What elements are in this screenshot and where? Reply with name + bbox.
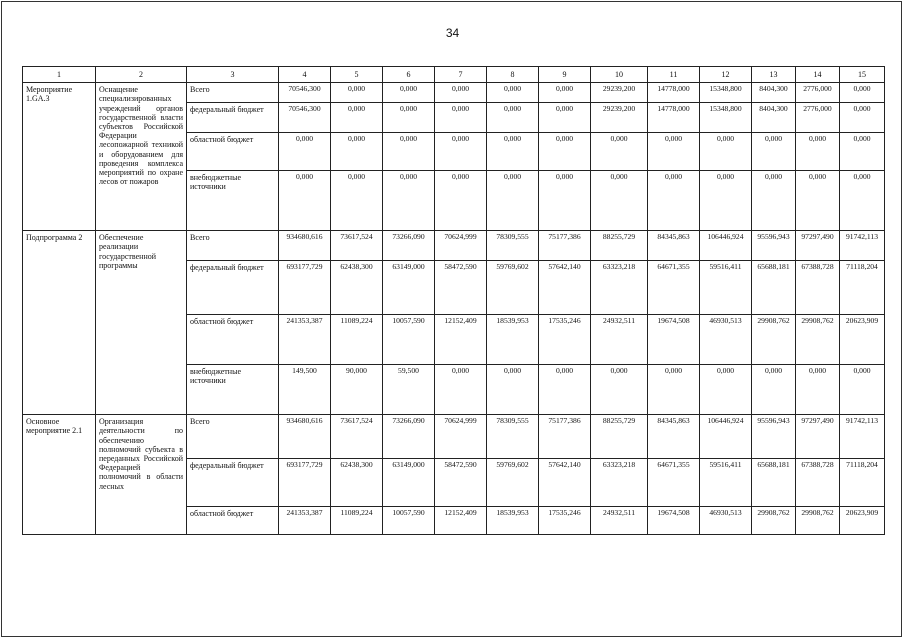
amount-cell: 0,000: [539, 83, 591, 103]
amount-cell: 0,000: [331, 133, 383, 171]
amount-cell: 0,000: [435, 83, 487, 103]
amount-cell: 46930,513: [700, 507, 752, 535]
amount-cell: 17535,246: [539, 507, 591, 535]
amount-cell: 2776,000: [796, 103, 840, 133]
amount-cell: 0,000: [383, 103, 435, 133]
amount-cell: 934680,616: [279, 415, 331, 459]
amount-cell: 17535,246: [539, 315, 591, 365]
amount-cell: 18539,953: [487, 507, 539, 535]
header-cell: 4: [279, 67, 331, 83]
amount-cell: 0,000: [279, 133, 331, 171]
amount-cell: 29239,200: [591, 103, 648, 133]
amount-cell: 0,000: [700, 365, 752, 415]
amount-cell: 24932,511: [591, 315, 648, 365]
header-cell: 6: [383, 67, 435, 83]
amount-cell: 0,000: [752, 133, 796, 171]
amount-cell: 62438,300: [331, 261, 383, 315]
amount-cell: 19674,508: [648, 315, 700, 365]
program-description-cell: Оснащение специализированных учреждений органов государственной власти субъектов Российской Федерации лесопожарной техникой и оборудованием для проведения комплекса мероприятий по охране лесов от пожаров: [96, 83, 187, 231]
funding-source-cell: федеральный бюджет: [187, 261, 279, 315]
amount-cell: 84345,863: [648, 231, 700, 261]
amount-cell: 75177,386: [539, 415, 591, 459]
amount-cell: 0,000: [539, 365, 591, 415]
amount-cell: 0,000: [487, 365, 539, 415]
amount-cell: 0,000: [539, 171, 591, 231]
amount-cell: 0,000: [796, 171, 840, 231]
amount-cell: 58472,590: [435, 261, 487, 315]
funding-source-cell: внебюджетные источники: [187, 365, 279, 415]
amount-cell: 0,000: [700, 171, 752, 231]
amount-cell: 0,000: [383, 133, 435, 171]
amount-cell: 63149,000: [383, 459, 435, 507]
amount-cell: 106446,924: [700, 231, 752, 261]
amount-cell: 71118,204: [840, 459, 885, 507]
amount-cell: 78309,555: [487, 231, 539, 261]
table-row: [23, 415, 885, 459]
amount-cell: 63323,218: [591, 261, 648, 315]
amount-cell: 0,000: [383, 83, 435, 103]
amount-cell: 0,000: [840, 365, 885, 415]
amount-cell: 84345,863: [648, 415, 700, 459]
amount-cell: 0,000: [279, 171, 331, 231]
amount-cell: 59516,411: [700, 261, 752, 315]
amount-cell: 0,000: [487, 83, 539, 103]
program-item-cell: Основное мероприятие 2.1: [23, 415, 96, 535]
program-description-cell: Обеспечение реализации государственной программы: [96, 231, 187, 415]
amount-cell: 0,000: [435, 365, 487, 415]
amount-cell: 64671,355: [648, 261, 700, 315]
amount-cell: 20623,909: [840, 315, 885, 365]
amount-cell: 97297,490: [796, 231, 840, 261]
amount-cell: 46930,513: [700, 315, 752, 365]
header-cell: 12: [700, 67, 752, 83]
amount-cell: 57642,140: [539, 459, 591, 507]
amount-cell: 11089,224: [331, 315, 383, 365]
amount-cell: 2776,000: [796, 83, 840, 103]
funding-source-cell: Всего: [187, 83, 279, 103]
header-cell: 5: [331, 67, 383, 83]
amount-cell: 0,000: [435, 133, 487, 171]
amount-cell: 78309,555: [487, 415, 539, 459]
header-cell: 14: [796, 67, 840, 83]
amount-cell: 12152,409: [435, 315, 487, 365]
amount-cell: 0,000: [435, 171, 487, 231]
funding-source-cell: федеральный бюджет: [187, 459, 279, 507]
amount-cell: 95596,943: [752, 415, 796, 459]
program-item-cell: Мероприятие 1.GA.3: [23, 83, 96, 231]
amount-cell: 64671,355: [648, 459, 700, 507]
funding-source-cell: федеральный бюджет: [187, 103, 279, 133]
header-cell: 8: [487, 67, 539, 83]
amount-cell: 14778,000: [648, 83, 700, 103]
amount-cell: 0,000: [331, 171, 383, 231]
amount-cell: 0,000: [840, 133, 885, 171]
header-cell: 15: [840, 67, 885, 83]
amount-cell: 0,000: [700, 133, 752, 171]
amount-cell: 70546,300: [279, 83, 331, 103]
amount-cell: 73617,524: [331, 231, 383, 261]
funding-source-cell: Всего: [187, 415, 279, 459]
amount-cell: 19674,508: [648, 507, 700, 535]
amount-cell: 0,000: [435, 103, 487, 133]
funding-source-cell: областной бюджет: [187, 315, 279, 365]
amount-cell: 0,000: [539, 133, 591, 171]
amount-cell: 0,000: [840, 103, 885, 133]
amount-cell: 63323,218: [591, 459, 648, 507]
amount-cell: 29908,762: [796, 507, 840, 535]
header-cell: 9: [539, 67, 591, 83]
amount-cell: 10057,590: [383, 507, 435, 535]
amount-cell: 241353,387: [279, 315, 331, 365]
amount-cell: 0,000: [539, 103, 591, 133]
amount-cell: 8404,300: [752, 103, 796, 133]
amount-cell: 693177,729: [279, 261, 331, 315]
table-row: [23, 231, 885, 261]
funding-source-cell: областной бюджет: [187, 507, 279, 535]
amount-cell: 11089,224: [331, 507, 383, 535]
amount-cell: 24932,511: [591, 507, 648, 535]
amount-cell: 0,000: [840, 171, 885, 231]
header-row: [23, 67, 885, 83]
amount-cell: 0,000: [840, 83, 885, 103]
program-description-cell: Организация деятельности по обеспечению полномочий субъекта в переданных Российской Федерацией полномочий в области лесных: [96, 415, 187, 535]
amount-cell: 0,000: [648, 365, 700, 415]
table-row: [23, 83, 885, 103]
amount-cell: 29239,200: [591, 83, 648, 103]
amount-cell: 15348,800: [700, 83, 752, 103]
amount-cell: 149,500: [279, 365, 331, 415]
amount-cell: 29908,762: [796, 315, 840, 365]
amount-cell: 241353,387: [279, 507, 331, 535]
amount-cell: 59769,602: [487, 459, 539, 507]
amount-cell: 58472,590: [435, 459, 487, 507]
amount-cell: 65688,181: [752, 459, 796, 507]
amount-cell: 90,000: [331, 365, 383, 415]
amount-cell: 88255,729: [591, 231, 648, 261]
amount-cell: 0,000: [796, 133, 840, 171]
amount-cell: 20623,909: [840, 507, 885, 535]
budget-table: [22, 66, 885, 535]
amount-cell: 15348,800: [700, 103, 752, 133]
header-cell: 10: [591, 67, 648, 83]
amount-cell: 63149,000: [383, 261, 435, 315]
amount-cell: 0,000: [752, 365, 796, 415]
header-cell: 13: [752, 67, 796, 83]
amount-cell: 73266,090: [383, 415, 435, 459]
amount-cell: 59769,602: [487, 261, 539, 315]
amount-cell: 91742,113: [840, 231, 885, 261]
amount-cell: 70624,999: [435, 415, 487, 459]
amount-cell: 14778,000: [648, 103, 700, 133]
amount-cell: 0,000: [487, 133, 539, 171]
amount-cell: 75177,386: [539, 231, 591, 261]
amount-cell: 73266,090: [383, 231, 435, 261]
amount-cell: 57642,140: [539, 261, 591, 315]
amount-cell: 65688,181: [752, 261, 796, 315]
header-cell: 11: [648, 67, 700, 83]
amount-cell: 12152,409: [435, 507, 487, 535]
amount-cell: 0,000: [487, 103, 539, 133]
funding-source-cell: Всего: [187, 231, 279, 261]
amount-cell: 97297,490: [796, 415, 840, 459]
amount-cell: 70546,300: [279, 103, 331, 133]
amount-cell: 70624,999: [435, 231, 487, 261]
amount-cell: 95596,943: [752, 231, 796, 261]
amount-cell: 59516,411: [700, 459, 752, 507]
amount-cell: 0,000: [591, 365, 648, 415]
amount-cell: 0,000: [331, 83, 383, 103]
amount-cell: 62438,300: [331, 459, 383, 507]
amount-cell: 8404,300: [752, 83, 796, 103]
amount-cell: 106446,924: [700, 415, 752, 459]
amount-cell: 18539,953: [487, 315, 539, 365]
funding-source-cell: областной бюджет: [187, 133, 279, 171]
amount-cell: 59,500: [383, 365, 435, 415]
header-cell: 1: [23, 67, 96, 83]
amount-cell: 10057,590: [383, 315, 435, 365]
amount-cell: 0,000: [383, 171, 435, 231]
amount-cell: 73617,524: [331, 415, 383, 459]
funding-source-cell: внебюджетные источники: [187, 171, 279, 231]
amount-cell: 0,000: [591, 171, 648, 231]
amount-cell: 29908,762: [752, 507, 796, 535]
amount-cell: 693177,729: [279, 459, 331, 507]
amount-cell: 934680,616: [279, 231, 331, 261]
header-cell: 2: [96, 67, 187, 83]
amount-cell: 67388,728: [796, 459, 840, 507]
page-number: 34: [445, 26, 460, 40]
amount-cell: 0,000: [591, 133, 648, 171]
amount-cell: 91742,113: [840, 415, 885, 459]
amount-cell: 0,000: [752, 171, 796, 231]
program-item-cell: Подпрограмма 2: [23, 231, 96, 415]
amount-cell: 29908,762: [752, 315, 796, 365]
header-cell: 7: [435, 67, 487, 83]
amount-cell: 0,000: [487, 171, 539, 231]
amount-cell: 88255,729: [591, 415, 648, 459]
amount-cell: 0,000: [648, 171, 700, 231]
amount-cell: 0,000: [796, 365, 840, 415]
amount-cell: 67388,728: [796, 261, 840, 315]
header-cell: 3: [187, 67, 279, 83]
amount-cell: 71118,204: [840, 261, 885, 315]
amount-cell: 0,000: [648, 133, 700, 171]
amount-cell: 0,000: [331, 103, 383, 133]
